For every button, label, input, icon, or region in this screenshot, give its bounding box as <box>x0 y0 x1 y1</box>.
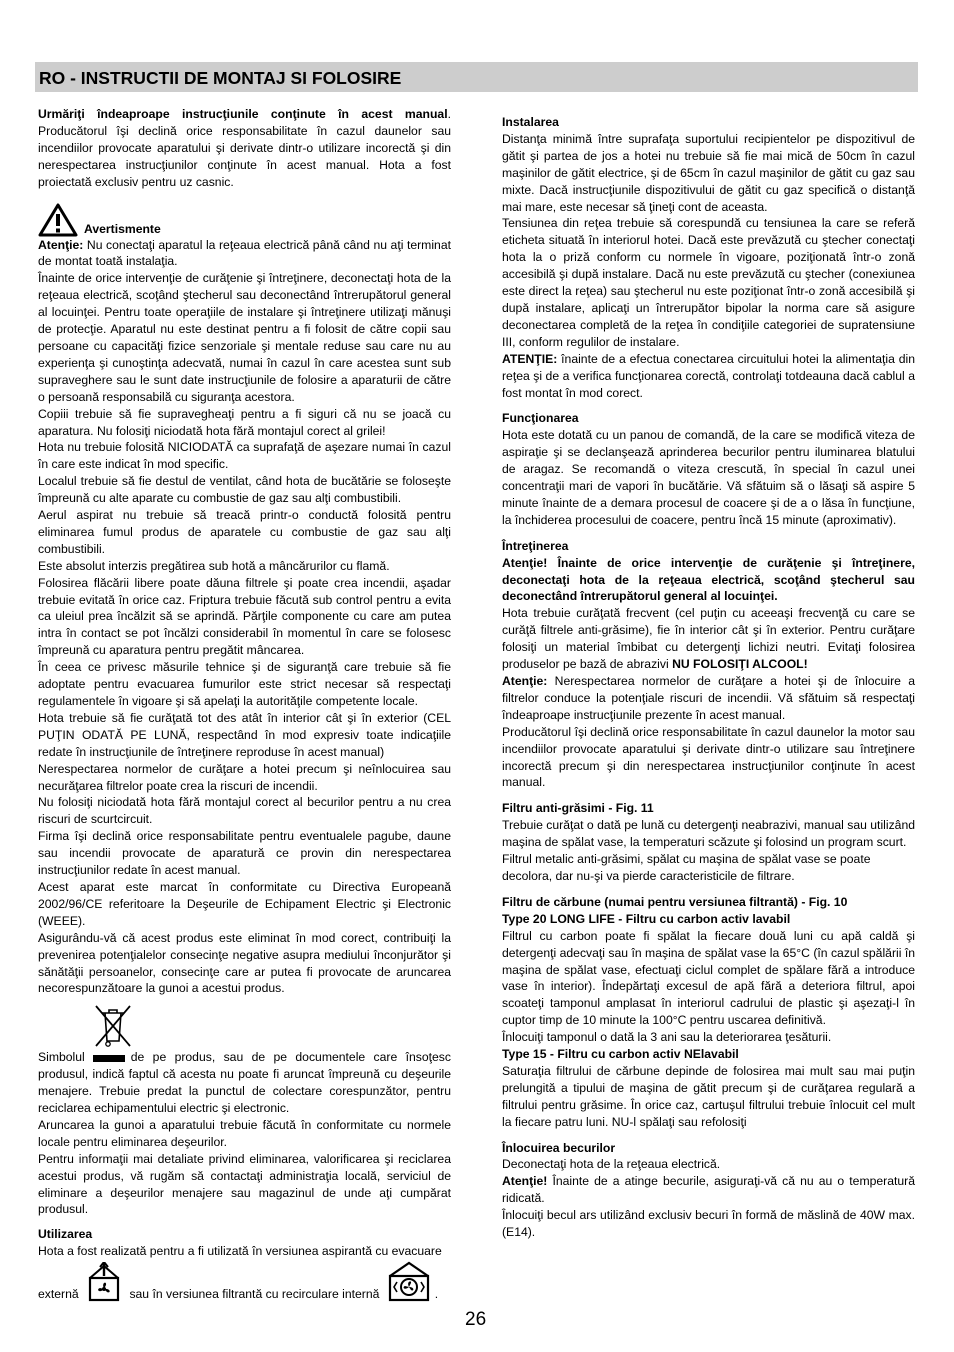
left-column <box>38 106 451 1302</box>
disposal-paragraph: Asigurându-vă că acest produs este eliminat în mod corect, contribuiţi la prevenirea potenţialelor consecinţe negative asupra mediului înconjurător şi sănătăţii persoanelor, consecinţe care ar putea fi provocate de aruncarea necorespunzătoare la gunoi a acestui produs. <box>38 930 451 996</box>
weee-symbol-row <box>38 1003 451 1049</box>
lamp-replacement-p2: Înlocuiţi becul ars utilizând exclusiv becuri în formă de măslină de 40W max. (E14). <box>502 1208 915 1240</box>
warning-p9: Hota trebuie să fie curăţată tot des atât în interior cât şi în exterior (CEL PUŢIN ODATĂ PE LUNĂ, respectând în mod expresiv toate indicaţiile redate în instrucţiunile de întreţinere reproduse în acest manual) <box>38 710 451 759</box>
weee-crossed-bin-icon <box>93 1003 133 1049</box>
warning-p1: Înainte de orice intervenţie de curăţenie şi întreţinere, deconectaţi hota de la reţeaua electrică, scoţând ştecherul sau deconectând întrerupătorul general al locuinţei. Pentru toate operaţiile de instalare şi întreţinere utilizaţi mănuşi de protecţie. Aparatul nu este destinat pentru a fi folosit de către copii sau persoane cu capacităţi fizice senzoriale şi mentale reduse sau care nu au experienţa şi cunoştinţa adecvată, numai în cazul în care acestea sunt sub supraveghere sau le sunt date instrucţiunile de folosire a aparaturii de către o persoană responsabilă cu siguranţa acestora. <box>38 271 451 404</box>
installation-p2: Tensiunea din reţea trebuie să corespundă cu tensiunea la care se referă eticheta situată în interiorul hotei. Dacă este prevăzută cu ştecher conectaţi hota la o priză conform cu normele în vigoare, poziţionată într-o zonă accesibilă şi după instalare. Dacă nu este prevăzută cu ştecher (conexiunea este direct la reţea) sau ştecherul nu este poziţionat într-o zonă accesibilă şi după instalare, aplicaţi un întrerupător bipolar la norma care să asigure deconectarea completă de la reţea în condiţiile categoriei de supratensiune III, conform regulilor de instalare. <box>502 216 915 349</box>
weee-directive-paragraph: Acest aparat este marcat în conformitate cu Directiva Europeană 2002/96/CE referitoare la Deşeurile de Echipament Electric şi Electronic (WEEE). <box>38 879 451 928</box>
installation-title: Instalarea <box>502 115 559 129</box>
no-alcohol-warning: NU FOLOSIŢI ALCOOL! <box>672 657 808 672</box>
right-column <box>502 106 915 1241</box>
maintenance-atentie <box>502 673 915 724</box>
usage-versions-line <box>38 1260 451 1302</box>
usage-title: Utilizarea <box>38 1227 93 1242</box>
usage-text: Hota a fost realizată pentru a fi utilizată în versiunea aspirantă cu evacuare <box>38 1244 442 1259</box>
maintenance-atentie-label: Atenţie: <box>502 674 548 688</box>
warning-p3: Hota nu trebuie folosită NICIODATĂ ca suprafaţă de aşezare numai în cazul în care este indicat în mod specific. <box>38 440 451 472</box>
usage-end-punct: . <box>434 1287 439 1302</box>
page-number: 26 <box>465 1309 487 1330</box>
maintenance-p1-text: Hota trebuie curăţată frecvent (cel puţin cu aceeaşi frecvenţă cu care se curăţă filtrele anti-grăsime), fie în interior cât şi în exterior. Pentru curăţare folosiţi un material îmbibat cu detergenţi lichizi neutri. Evitaţi folosirea produselor pe bază de abrazivi <box>502 606 915 672</box>
carbon-filter-type20-title: Type 20 LONG LIFE - Filtru cu carbon activ lavabil <box>502 911 791 926</box>
lamp-replacement-p1: Deconectaţi hota de la reţeaua electrică. <box>502 1157 721 1172</box>
carbon-filter-type15-title: Type 15 - Filtru cu carbon activ NElavabil <box>502 1047 739 1062</box>
installation-p1: Distanţa minimă între suprafaţa suportului recipientelor pe dispozitivul de gătit şi partea de jos a hotei nu trebuie să fie mai mică de 50cm în cazul maşinilor de gătit electrice, şi de 65cm în cazul maşinilor de gătit cu gaz sau mixte. Dacă instrucţiunile dispozitivului de gătit cu gaz specifică o distanţă mai mare, este necesar să ţineţi cont de aceasta. <box>502 131 915 214</box>
warning-p10: Nerespectarea normelor de curăţare a hotei precum şi neînlocuirea sau necurăţarea filtrelor poate crea la riscuri de incendii. <box>38 761 451 793</box>
intro-text: . Producătorul îşi declină orice responsabilitate în cazul daunelor sau incendiilor provocate aparatului şi derivate dintr-o utilizare incorectă şi din nerespectarea instrucţiunilor conţinute în acest manual. Hota a fost proiectată exclusiv pentru uz casnic. <box>38 107 451 189</box>
warning-p12: Firma îşi declină orice responsabilitate pentru eventualele pagube, daune sau incendii provocate de aparatură ce provin din nerespectarea instrucţiunilor redate în acest manual. <box>38 829 451 878</box>
lamp-atentie-text: Înainte de a atinge becurile, asiguraţi-vă că nu au o temperatură ridicată. <box>502 1174 915 1206</box>
carbon-filter-title: Filtru de cărbune (numai pentru versiunea filtrantă) - Fig. 10 <box>502 894 848 909</box>
symbol-paragraph <box>38 1049 451 1117</box>
warning-atentie-text: Nu conectaţi aparatul la reţeaua electrică până când nu aţi terminat de montat toată instalaţia. <box>38 237 451 269</box>
carbon-filter-p2: Înlocuiţi tamponul o dată la 3 ani sau la deteriorarea ţesăturii. <box>502 1030 832 1045</box>
warning-p2: Copiii trebuie să fie supravegheaţi pentru a fi siguri că nu se joacă cu aparatura. Nu folosiţi niciodată hota fără montajul corect al grilei! <box>38 406 451 438</box>
warning-p5: Aerul aspirat nu trebuie să treacă printr-o conductă folosită pentru eliminarea fumul produs de aparatele cu combustie de gaz sau alţi combustibili. <box>38 508 451 556</box>
grease-filter-title: Filtru anti-grăsimi - Fig. 11 <box>502 801 654 816</box>
intro-paragraph <box>38 106 451 191</box>
usage-recirculation-text: sau în versiunea filtrantă cu recirculare internă <box>129 1287 380 1302</box>
operation-title: Funcţionarea <box>502 411 579 426</box>
warning-p11: Nu folosiţi niciodată hota fără montajul corect al becurilor pentru a nu crea riscuri de scurtcircuit. <box>38 795 451 827</box>
section-header <box>35 62 918 92</box>
warning-atentie <box>38 237 451 271</box>
lamp-replacement-title: Înlocuirea becurilor <box>502 1140 616 1155</box>
warning-p4: Localul trebuie să fie destul de ventilat, când hota de bucătărie se foloseşte împreună cu alte aparate cu combustie de gaz sau alţi combustibili. <box>38 474 451 506</box>
intro-bold: Urmăriţi îndeaproape instrucţiunile conţinute în acest manual <box>38 107 448 121</box>
installation-atentie <box>502 351 915 402</box>
weee-black-bar-symbol <box>93 1055 125 1062</box>
recirculation-icon <box>386 1260 432 1302</box>
warning-atentie-label: Atenţie: <box>38 237 84 252</box>
installation-atentie-text: înainte de a efectua conectarea circuitului hotei la alimentaţia din reţea şi de a verifica funcţionarea corectă, controlaţi totdeauna dacă cablul a fost montat în mod corect. <box>502 351 915 400</box>
maintenance-title: Întreţinerea <box>502 538 569 553</box>
usage-external-text: externă <box>38 1287 79 1302</box>
carbon-filter-p1: Filtrul cu carbon poate fi spălat la fiecare două luni cu apă caldă şi detergenţi adecvaţi sau în maşina de spălat vase la 65°C (în cazul spălării în maşina de spălat vase, efectuaţi ciclul complet de spălare fără a introduce vase în interior). Îndepărtaţi excesul de apă fără a deteriora filtrul, apoi scoateţi tamponul amplasat în interiorul cadrului de plastic şi aşezaţi-l în cuptor timp de 10 minute la 100°C pentru uscarea definitivă. <box>502 928 915 1028</box>
maintenance-p1 <box>502 605 915 673</box>
installation-atentie-label: ATENŢIE: <box>502 351 558 366</box>
ducted-extraction-icon <box>85 1262 123 1302</box>
warning-p8: În ceea ce privesc măsurile tehnice şi de siguranţă care trebuie să fie adoptate pentru evacuarea fumurilor este strict necesar să respectaţi regulamentele în vigoare şi să apelaţi la autorităţile competente locale. <box>38 660 451 708</box>
warning-triangle-icon <box>38 203 78 237</box>
disposal-local-paragraph: Aruncarea la gunoi a aparatului trebuie făcută în conformitate cu normele locale pentru eliminarea deşeurilor. <box>38 1117 451 1149</box>
carbon-filter-type15-text: Saturaţia filtrului de cărbune depinde de folosirea mai mult sau mai puţin prelungită a tipului de maşina de gătit precum şi de curăţarea regulară a filtrului pentru grăsime. În orice caz, cartuşul filtrului trebuie înlocuit cel mult la fiecare patru luni. NU-l spălaţi sau refolosiţi <box>502 1063 915 1129</box>
page-title: RO - INSTRUCTII DE MONTAJ SI FOLOSIRE <box>39 68 402 88</box>
warning-p6: Este absolut interzis pregătirea sub hotă a mâncărurilor cu flamă. <box>38 558 390 573</box>
warnings-heading-row <box>38 203 451 237</box>
maintenance-p2: Producătorul îşi declină orice responsabilitate în cazul daunelor la motor sau incendiilor provocate aparatului şi derivate dintr-o utilizare sau întreţinere incorectă precum şi din nerespectarea instrucţiunilor conţinute în acest manual. <box>502 724 915 790</box>
maintenance-atentie-text: Nerespectarea normelor de curăţare a hotei şi de înlocuire a filtrelor conduce la potenţiale riscuri de incendii. Vă sfătuim să respectaţi îndeaproape instrucţiunile prezente în acest manual. <box>502 674 915 722</box>
operation-paragraph: Hota este dotată cu un panou de comandă, de la care se modifică viteza de aspiraţie şi se declanşează aprinderea becurilor pentru iluminarea blatului de aragaz. Se recomandă o viteza crescută, în special în cazul unei concentraţii mari de vapori în bucătărie. Vă sfătuim să o lăsaţi să aspire 5 minute înainte de a demara procesul de coacere şi de a o lăsa în funcţiune, la închiderea procesului de coacere, pentru încă 15 minute (aproximativ). <box>502 428 915 527</box>
lamp-atentie-label: Atenţie! <box>502 1174 548 1189</box>
grease-filter-p2: Filtrul metalic anti-grăsimi, spălat cu maşina de spălat vase se poate decolora, dar nu-şi va pierde caracteristicile de filtrare. <box>502 852 871 883</box>
disposal-info-paragraph: Pentru informaţii mai detaliate privind eliminarea, valorificarea şi reciclarea acestui produs, vă rugăm să contactaţi administraţia locală, serviciul de eliminare a deşeurilor menajere sau magazinul de unde aţi cumpărat produsul. <box>38 1151 451 1217</box>
maintenance-bold-warning <box>502 555 915 606</box>
lamp-replacement-atentie <box>502 1173 915 1207</box>
warning-p7: Folosirea flăcării libere poate dăuna filtrele şi poate crea incendii, aşadar trebuie evitată în orice caz. Friptura trebuie făcută sub control pentru a evita ca uleiul prea încălzit să se aprindă. Părţile componente cu care am putea intra în contact se pot încălzi considerabil în momentul în care se folosesc împreună cu aparatura pentru pregătit mâncarea. <box>38 575 451 658</box>
symbol-pre-text: Simbolul <box>38 1050 85 1065</box>
grease-filter-p1: Trebuie curăţat o dată pe lună cu detergenţi neabrazivi, manual sau utilizând maşina de spălat vase, la temperaturi scăzute şi folosind un program scurt. <box>502 818 915 850</box>
warnings-title: Avertismente <box>84 221 161 236</box>
symbol-post-text: de pe produs, sau de pe documentele care însoţesc produsul, indică faptul că acesta nu poate fi aruncat împreună cu deşeurile menajere. Trebuie predat la punctul de colectare corespunzător, pentru reciclarea echipamentului electric şi electronic. <box>38 1050 451 1116</box>
maintenance-bold-text: Atenţie! Înainte de orice intervenţie de curăţenie şi întreţinere, deconectaţi hota de la reţeaua electrică, scoţând ştecherul sau deconectând întrerupătorul general al locuinţei. <box>502 555 915 604</box>
